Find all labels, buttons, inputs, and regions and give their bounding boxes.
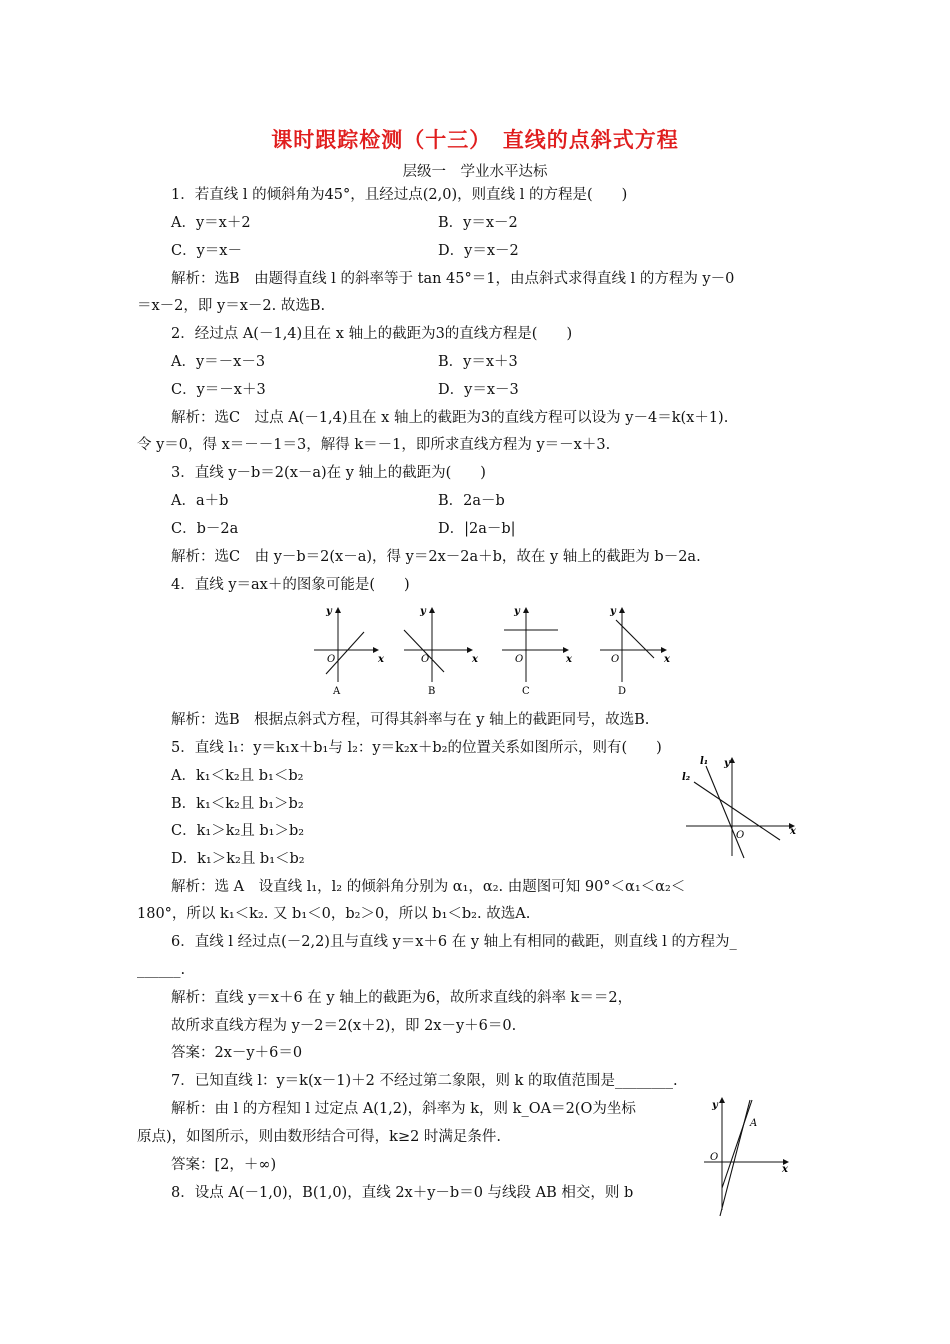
q1-option-b: B．y＝x－2 <box>438 215 518 231</box>
q7-figure-x-label: x <box>782 1164 788 1175</box>
q2-stem: 2．经过点 A(－1,4)且在 x 轴上的截距为3的直线方程是( ) <box>171 326 573 342</box>
q4-stem: 4．直线 y＝ax＋的图象可能是( ) <box>171 577 410 593</box>
q4-graph-c-origin: O <box>515 654 524 665</box>
q4-graph-b-caption: B <box>428 686 436 697</box>
q7-figure-point-a: A <box>750 1118 758 1129</box>
q4-graph-a-x-label: x <box>378 654 384 665</box>
q7-solution-line2: 原点)，如图所示，则由数形结合可得，k≥2 时满足条件. <box>137 1129 502 1145</box>
q5-option-b: B．k₁＜k₂且 b₁＞b₂ <box>171 796 304 812</box>
q7-answer: 答案：[2，＋∞) <box>171 1157 277 1173</box>
q6-solution-line2: 故所求直线方程为 y－2＝2(x＋2)，即 2x－y＋6＝0. <box>171 1018 517 1034</box>
q3-stem: 3．直线 y－b＝2(x－a)在 y 轴上的截距为( ) <box>171 465 486 481</box>
q5-figure-x-label: x <box>790 826 796 837</box>
q5-option-d: D．k₁＞k₂且 b₁＜b₂ <box>171 851 305 867</box>
q4-graph-a <box>314 606 385 697</box>
q3-solution: 解析：选C 由 y－b＝2(x－a)，得 y＝2x－2a＋b，故在 y 轴上的截距为 b－2a. <box>171 549 701 565</box>
q1-option-c: C．y＝x－ <box>171 243 242 259</box>
q4-graph-c-caption: C <box>522 686 530 697</box>
q2-option-d: D．y＝x－3 <box>438 382 519 398</box>
q2-option-b: B．y＝x＋3 <box>438 354 518 370</box>
q3-option-b: B．2a－b <box>438 493 505 509</box>
q5-figure-l2-label: l₂ <box>682 772 691 783</box>
q7-figure-y-label: y <box>712 1100 718 1111</box>
q4-solution: 解析：选B 根据点斜式方程，可得其斜率与在 y 轴上的截距同号，故选B. <box>171 712 650 728</box>
q4-graph-d-x-label: x <box>664 654 670 665</box>
q6-stem-line1: 6．直线 l 经过点(－2,2)且与直线 y＝x＋6 在 y 轴上有相同的截距，则直线 l 的方程为_ <box>171 934 737 950</box>
q2-solution-line1: 解析：选C 过点 A(－1,4)且在 x 轴上的截距为3的直线方程可以设为 y－4＝k(x＋1). <box>171 410 729 426</box>
page-title: 课时跟踪检测（十三） 直线的点斜式方程 <box>271 128 679 152</box>
q4-graph-d-y-label: y <box>610 606 616 617</box>
q1-solution-line2: ＝x－2，即 y＝x－2. 故选B. <box>137 298 326 314</box>
q4-graph-d <box>600 606 671 697</box>
q4-graphs <box>300 600 680 700</box>
q4-graph-c-x-label: x <box>566 654 572 665</box>
q5-solution-line1: 解析：选 A 设直线 l₁，l₂ 的倾斜角分别为 α₁，α₂. 由题图可知 90°＜α₁＜α₂＜ <box>171 879 686 895</box>
q3-option-a: A．a＋b <box>171 493 229 509</box>
q5-figure-origin: O <box>736 830 745 841</box>
q3-option-c: C．b－2a <box>171 521 239 537</box>
q3-option-d: D．|2a－b| <box>438 521 516 537</box>
q6-stem-line2: ______. <box>137 962 186 978</box>
q2-option-a: A．y＝－x－3 <box>171 354 266 370</box>
q1-solution-line1: 解析：选B 由题得直线 l 的斜率等于 tan 45°＝1，由点斜式求得直线 l 的方程为 y－0 <box>171 271 735 287</box>
q4-graph-a-caption: A <box>333 686 341 697</box>
q1-stem: 1．若直线 l 的倾斜角为45°，且经过点(2,0)，则直线 l 的方程是( ) <box>171 187 628 203</box>
q7-stem: 7．已知直线 l：y＝k(x－1)＋2 不经过第二象限，则 k 的取值范围是________. <box>171 1073 678 1089</box>
q4-graph-d-caption: D <box>618 686 627 697</box>
q8-stem: 8．设点 A(－1,0)，B(1,0)，直线 2x＋y－b＝0 与线段 AB 相交，则 b <box>171 1185 634 1201</box>
q6-answer: 答案：2x－y＋6＝0 <box>171 1045 303 1061</box>
q4-graph-a-y-label: y <box>326 606 332 617</box>
q4-graph-b-y-label: y <box>420 606 426 617</box>
q6-solution-line1: 解析：直线 y＝x＋6 在 y 轴上的截距为6，故所求直线的斜率 k＝＝2， <box>171 990 633 1006</box>
q7-figure-origin: O <box>710 1152 719 1163</box>
q4-graph-a-origin: O <box>327 654 336 665</box>
q4-graph-b <box>404 606 479 697</box>
section-subtitle: 层级一 学业水平达标 <box>402 164 548 180</box>
q5-solution-line2: 180°，所以 k₁＜k₂. 又 b₁＜0，b₂＞0，所以 b₁＜b₂. 故选A. <box>137 906 531 922</box>
q4-graph-d-origin: O <box>611 654 620 665</box>
q1-option-a: A．y＝x＋2 <box>171 215 251 231</box>
q4-graph-c <box>502 606 573 697</box>
q1-option-d: D．y＝x－2 <box>438 243 519 259</box>
q2-solution-line2: 令 y＝0，得 x＝－－1＝3，解得 k＝－1，即所求直线方程为 y＝－x＋3. <box>137 437 611 453</box>
q5-figure <box>676 752 806 864</box>
q4-graph-b-origin: O <box>421 654 430 665</box>
q5-figure-l1-label: l₁ <box>700 756 709 767</box>
q5-option-c: C．k₁＞k₂且 b₁＞b₂ <box>171 823 305 839</box>
q2-option-c: C．y＝－x＋3 <box>171 382 266 398</box>
q5-stem: 5．直线 l₁：y＝k₁x＋b₁与 l₂：y＝k₂x＋b₂的位置关系如图所示，则有( ) <box>171 740 662 756</box>
q4-graph-c-y-label: y <box>514 606 520 617</box>
q5-figure-y-label: y <box>724 758 730 769</box>
q4-graph-b-x-label: x <box>472 654 478 665</box>
q7-figure <box>696 1092 796 1222</box>
q5-option-a: A．k₁＜k₂且 b₁＜b₂ <box>171 768 304 784</box>
q7-solution-line1: 解析：由 l 的方程知 l 过定点 A(1,2)，斜率为 k，则 k_OA＝2(O为坐标 <box>171 1101 636 1117</box>
